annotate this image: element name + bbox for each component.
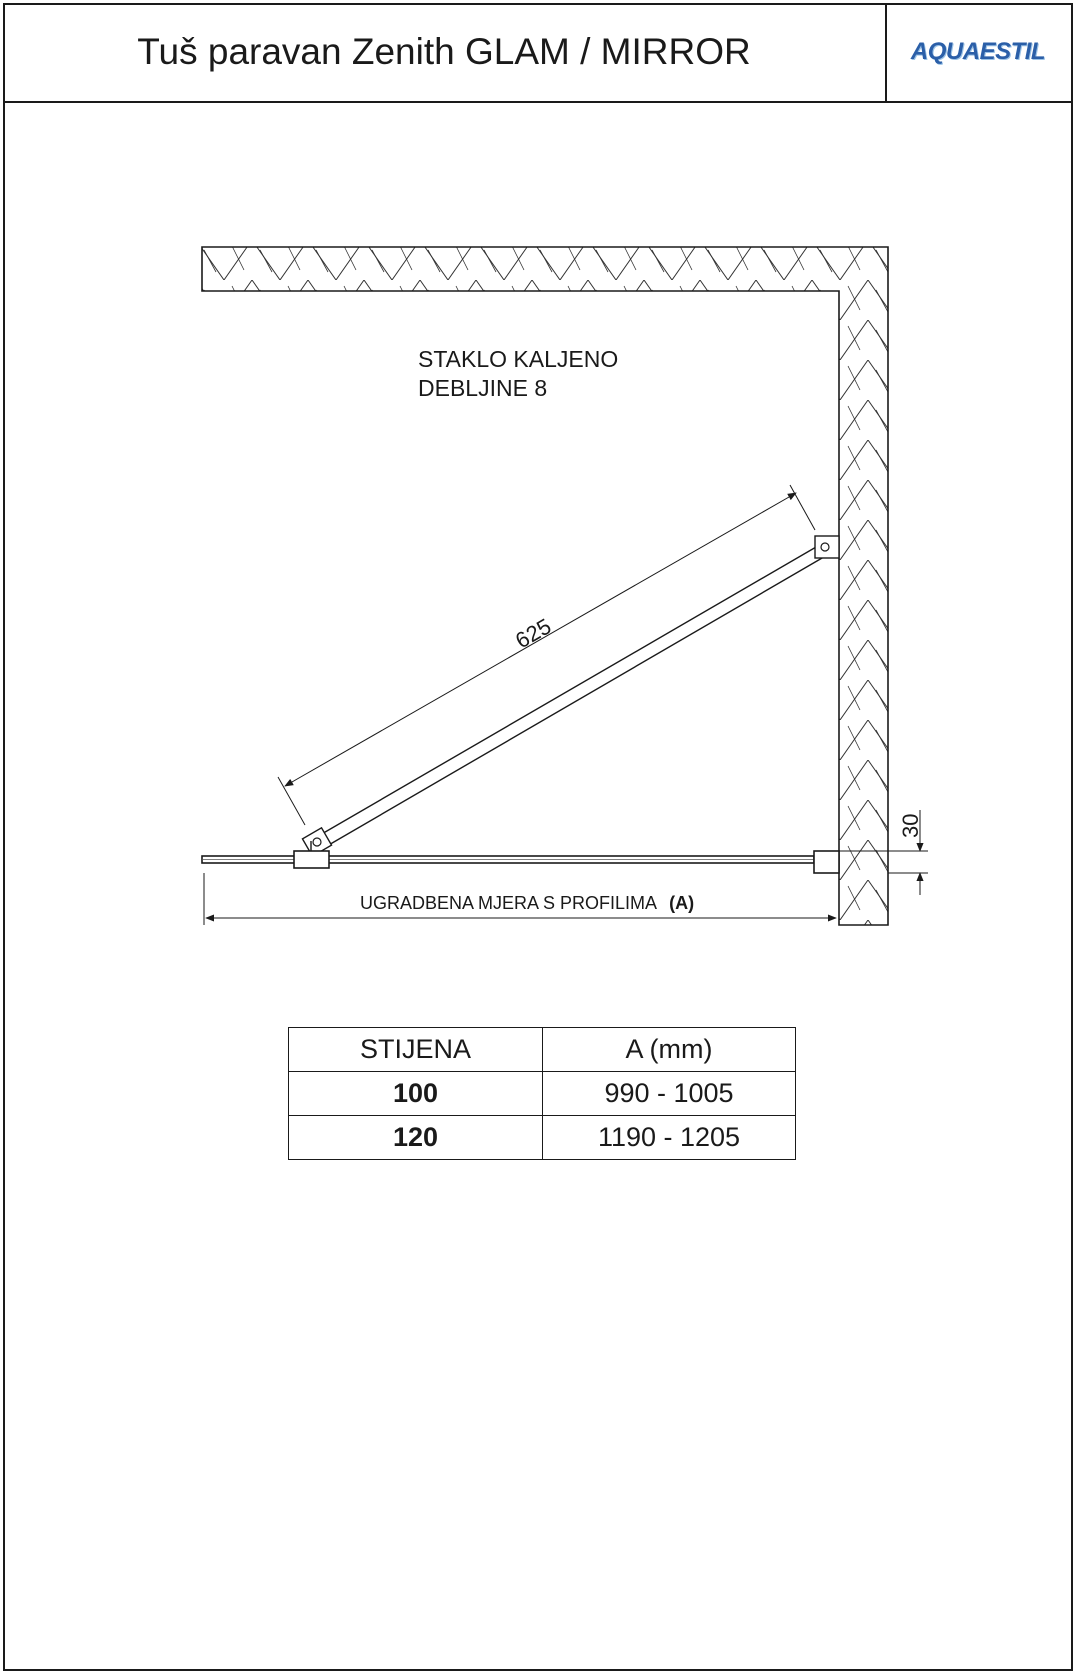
- glass-label-line1: STAKLO KALJENO: [418, 346, 619, 372]
- dim-A-symbol: (A): [669, 893, 695, 913]
- dimension-table: [288, 1027, 796, 1160]
- table-cell-a: 1190 - 1205: [543, 1116, 796, 1160]
- table-header-a: A (mm): [543, 1028, 796, 1072]
- glass-panel: [202, 841, 839, 873]
- dim-A-text: UGRADBENA MJERA S PROFILIMA: [360, 893, 657, 913]
- table-header-stijena: STIJENA: [289, 1028, 543, 1072]
- table-row: [289, 1116, 796, 1160]
- logo-text: AQUAESTIL: [910, 38, 1046, 65]
- dim-625-label: 625: [511, 613, 556, 654]
- glass-label-line2: DEBLJINE 8: [418, 375, 548, 401]
- table-cell-a: 990 - 1005: [543, 1072, 796, 1116]
- table-cell-stijena: 100: [289, 1072, 543, 1116]
- support-bar: [302, 536, 839, 856]
- dim-30-label: 30: [898, 813, 923, 838]
- dim-A-label: [360, 893, 694, 913]
- table-header-row: [289, 1028, 796, 1072]
- page-title: Tuš paravan Zenith GLAM / MIRROR: [3, 3, 887, 101]
- table-row: [289, 1072, 796, 1116]
- table-cell-stijena: 120: [289, 1116, 543, 1160]
